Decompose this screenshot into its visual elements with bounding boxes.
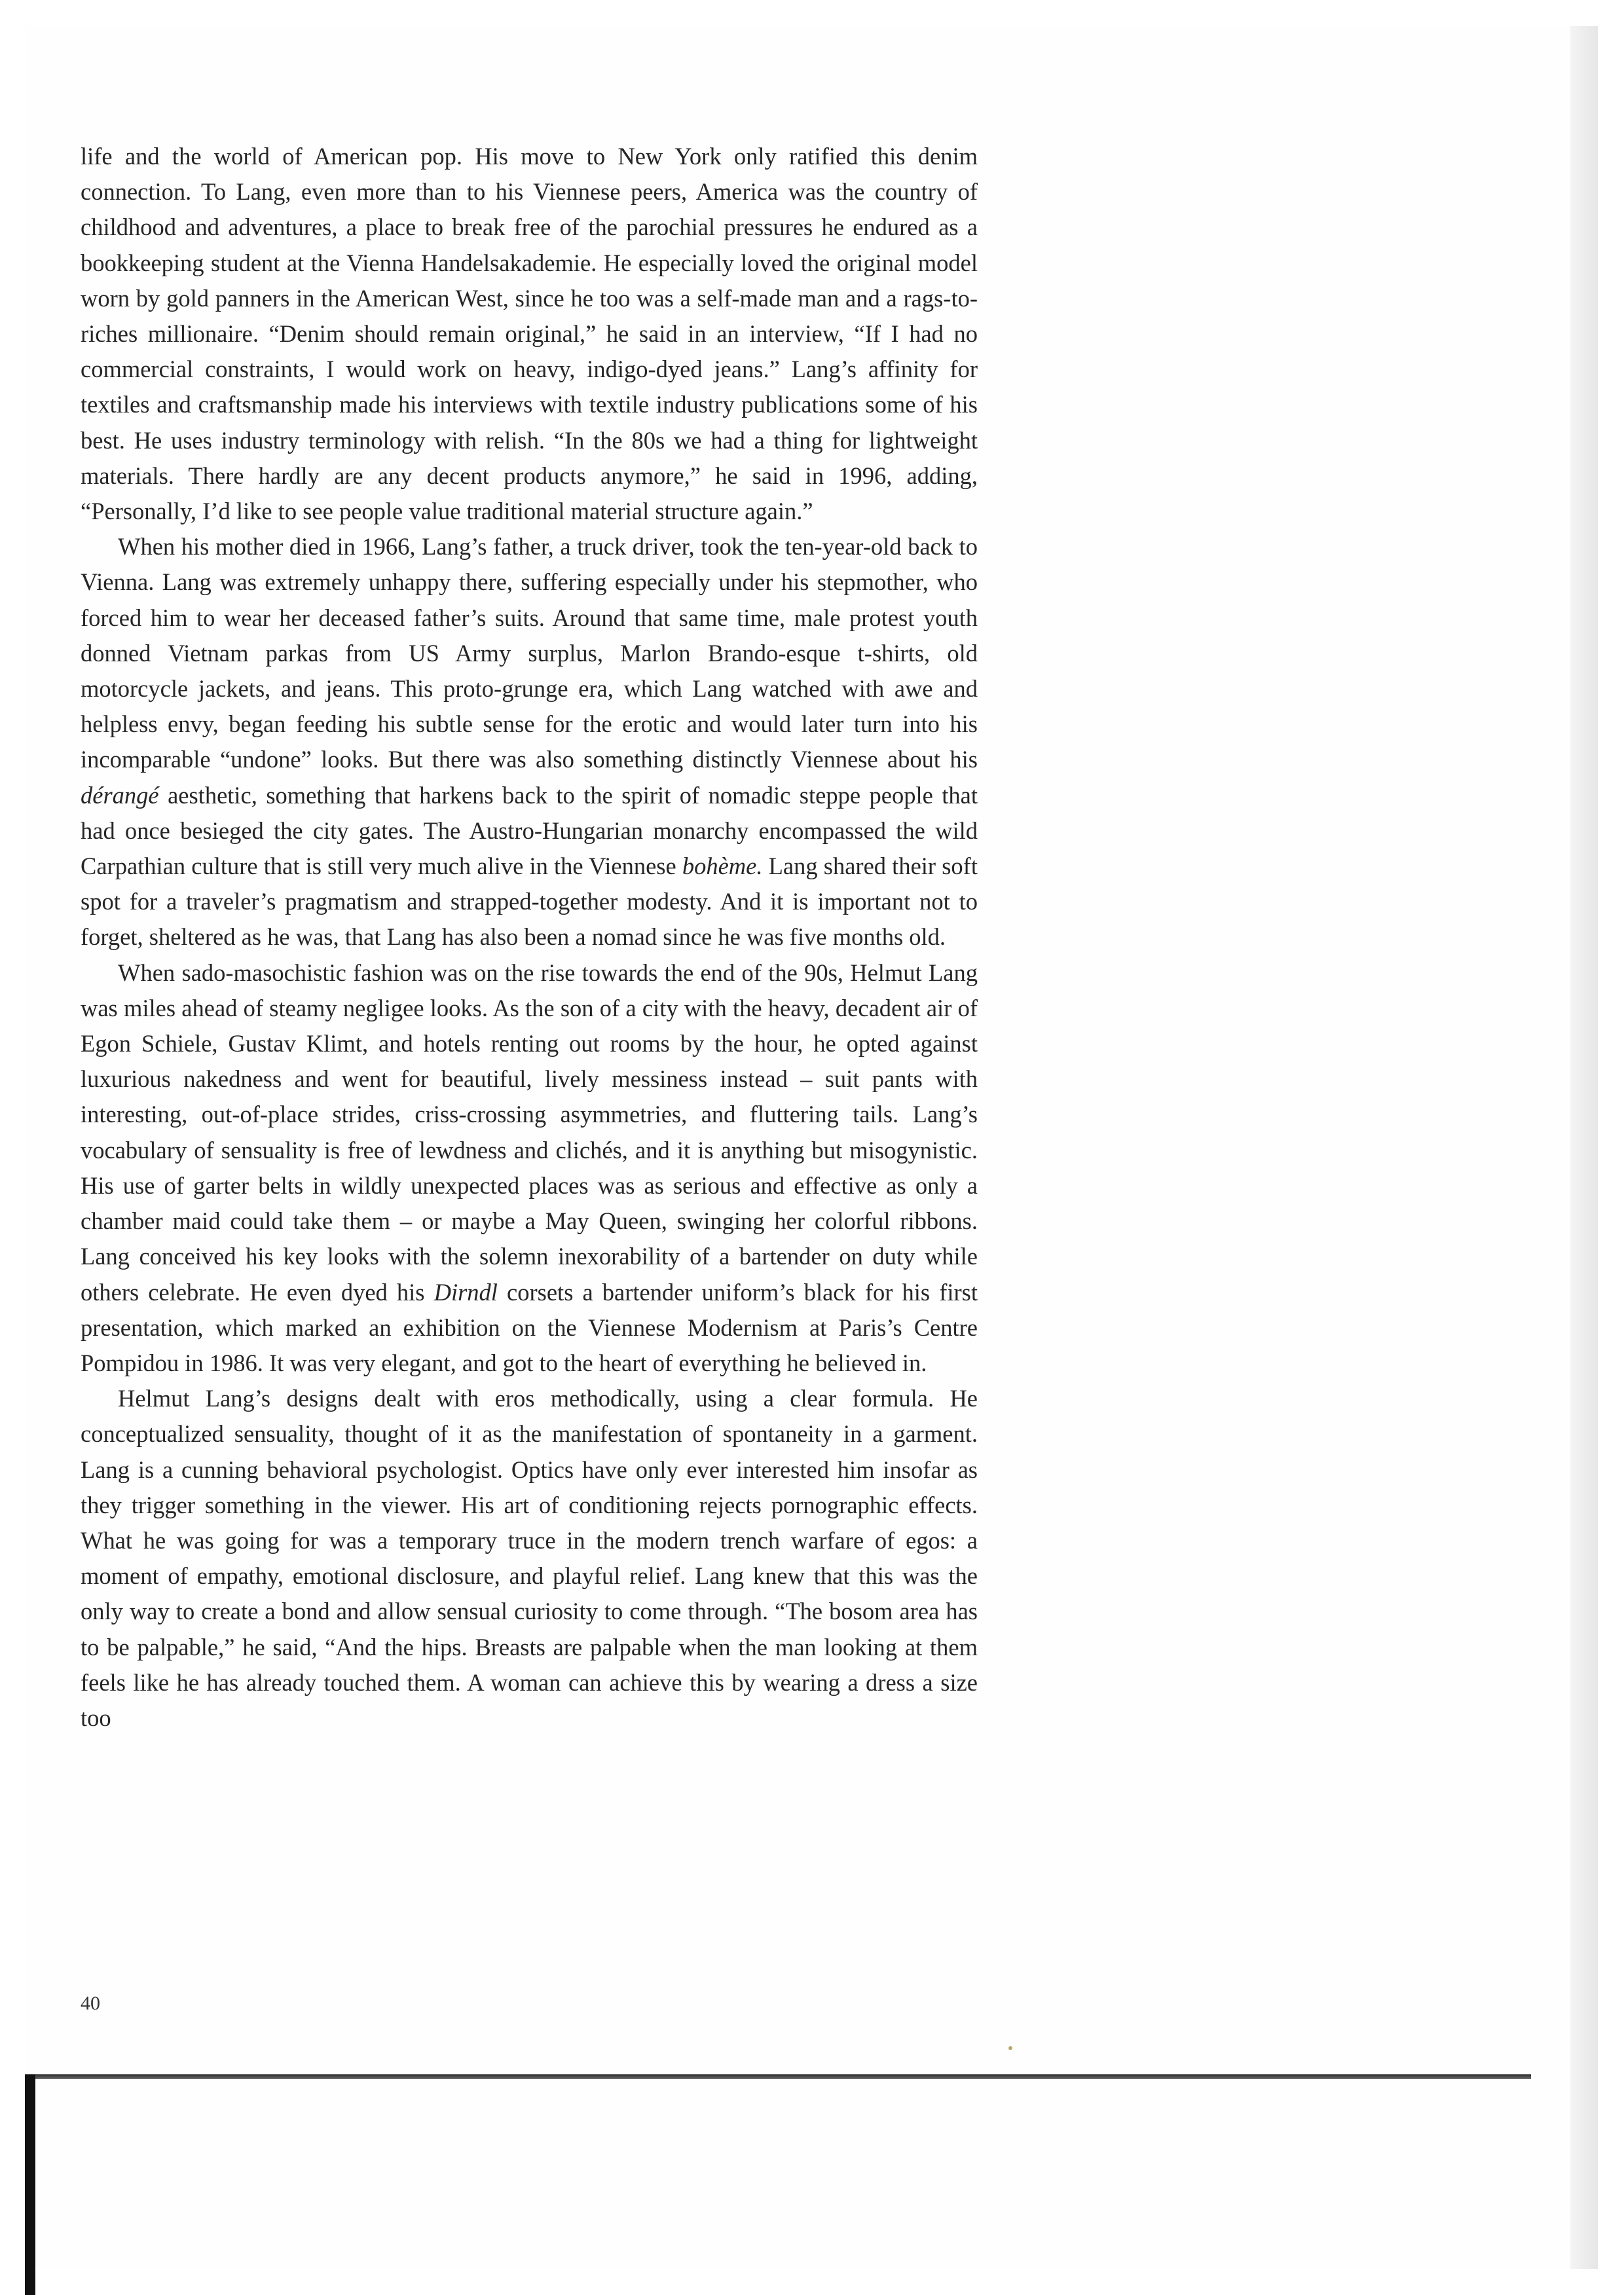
dust-speck [1008,2046,1012,2050]
paragraph-1: life and the world of American pop. His move to New York only ratified this denim connection. To Lang, even more than to his Viennese peers, America was the country of childhood and adventures, a place to break free of the parochial pressures he endured as a bookkeeping student at the Vienna Handelsakademie. He especially loved the original model worn by gold panners in the American West, since he too was a self-made man and a rags-to-riches millionaire. “Denim should remain original,” he said in an interview, “If I had no commercial constraints, I would work on heavy, indigo-dyed jeans.” Lang’s affinity for textiles and craftsmanship made his interviews with textile industry publications some of his best. He uses industry terminology with relish. “In the 80s we had a thing for lightweight materials. There hardly are any decent products anymore,” he said in 1996, adding, “Personally, I’d like to see people value traditional material structure again.” [81,143,978,525]
article-body [81,139,978,1736]
italic-boheme: bohème. [682,853,763,880]
paragraph-3-text-a: When sado-masochistic fashion was on the rise towards the end of the 90s, Helmut Lang was miles ahead of steamy negligee looks. As the son of a city with the heavy, decadent air of Egon Schiele, Gustav Klimt, and hotels renting out rooms by the hour, he opted against luxurious nakedness and went for beautiful, lively messiness instead – suit pants with interesting, out-of-place strides, criss-crossing asymmetries, and fluttering tails. Lang’s vocabulary of sensuality is free of lewdness and clichés, and it is anything but misogynistic. His use of garter belts in wildly unexpected places was as serious and effective as only a chamber maid could take them – or maybe a May Queen, swinging her colorful ribbons. Lang conceived his key looks with the solemn inexorability of a bartender on duty while others celebrate. He even dyed his [81,959,978,1306]
scan-frame [25,2074,1531,2295]
italic-dirndl: Dirndl [434,1278,498,1306]
page-number: 40 [81,1992,100,2014]
paragraph-2-text-a: When his mother died in 1966, Lang’s father, a truck driver, took the ten-year-old back to Vienna. Lang was extremely unhappy there, suffering especially under his stepmother, who forced him to wear her deceased father’s suits. Around that same time, male protest youth donned Vietnam parkas from US Army surplus, Marlon Brando-esque t-shirts, old motorcycle jackets, and jeans. This proto-grunge era, which Lang watched with awe and helpless envy, began feeding his subtle sense for the erotic and would later turn into his incomparable “undone” looks. But there was also something distinctly Viennese about his [81,533,978,773]
paragraph-4: Helmut Lang’s designs dealt with eros methodically, using a clear formula. He conceptualized sensuality, thought of it as the manifestation of spontaneity in a garment. Lang is a cunning behavioral psychologist. Optics have only ever interested him insofar as they trigger something in the viewer. His art of conditioning rejects pornographic effects. What he was going for was a temporary truce in the modern trench warfare of egos: a moment of empathy, emotional disclosure, and playful relief. Lang knew that this was the only way to create a bond and allow sensual curiosity to come through. “The bosom area has to be palpable,” he said, “And the hips. Breasts are palpable when the man looking at them feels like he has already touched them. A woman can achieve this by wearing a dress a size too [81,1385,978,1731]
italic-derange: dérangé [81,781,159,809]
paragraph-2-text-c: Lang shared their soft spot for a traveler’s pragmatism and strapped-together modesty. And it is important not to forget, sheltered as he was, that Lang has also been a nomad since he was five months old. [81,853,978,951]
paragraph-2-text-b: aesthetic, something that harkens back to the spirit of nomadic steppe people that had once besieged the city gates. The Austro-Hungarian monarchy encompassed the wild Carpathian culture that is still very much alive in the Viennese [81,781,978,880]
scan-frame-top-edge [25,2074,1531,2079]
scan-frame-left-edge [25,2074,35,2295]
paragraph-3-text-b: corsets a bartender uniform’s black for his first presentation, which marked an exhibition on the Viennese Modernism at Paris’s Centre Pompidou in 1986. It was very elegant, and got to the heart of everything he believed in. [81,1278,978,1376]
page-edge-shadow [1570,26,1598,2269]
paragraph-3 [81,955,978,1381]
paragraph-2 [81,529,978,955]
